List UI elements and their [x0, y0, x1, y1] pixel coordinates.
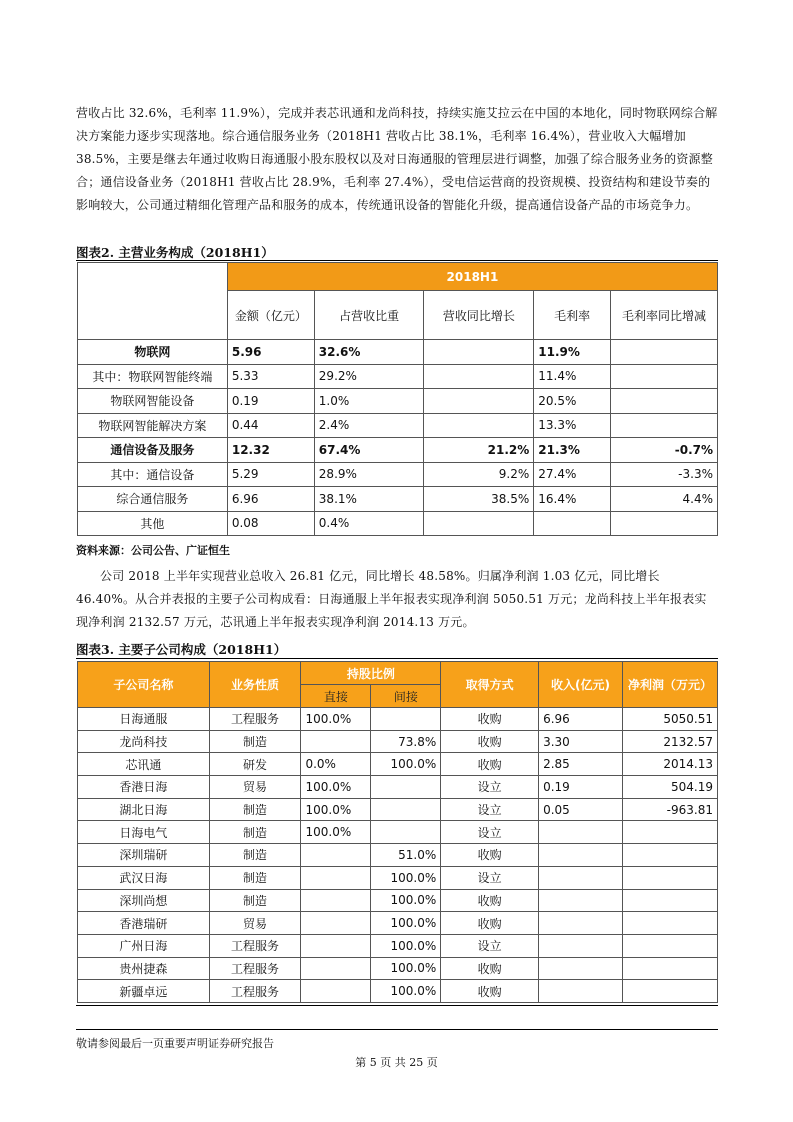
table-cell — [301, 866, 371, 889]
table-cell: 5.96 — [227, 340, 314, 365]
table-cell: 设立 — [441, 934, 539, 957]
col-header: 收入(亿元) — [539, 662, 623, 708]
table-cell — [539, 844, 623, 867]
table-cell — [301, 912, 371, 935]
table-cell: 16.4% — [534, 487, 611, 512]
table-cell: 制造 — [209, 730, 301, 753]
table-cell — [622, 957, 717, 980]
table-cell: 龙尚科技 — [78, 730, 210, 753]
table-cell: 设立 — [441, 821, 539, 844]
table-cell: 13.3% — [534, 413, 611, 438]
table-cell: 其中：通信设备 — [78, 462, 228, 487]
table-row — [78, 980, 718, 1003]
table-row — [78, 708, 718, 731]
table-cell: 收购 — [441, 912, 539, 935]
table-row — [78, 413, 718, 438]
period-header: 2018H1 — [227, 263, 717, 291]
table-cell — [534, 511, 611, 536]
table-cell — [611, 413, 718, 438]
table-cell: 收购 — [441, 753, 539, 776]
table-cell: 0.0% — [301, 753, 371, 776]
table-cell: 28.9% — [314, 462, 424, 487]
table-cell — [611, 389, 718, 414]
table-cell — [424, 340, 534, 365]
col-header: 取得方式 — [441, 662, 539, 708]
table-cell: 湖北日海 — [78, 798, 210, 821]
table-cell: -963.81 — [622, 798, 717, 821]
table-cell — [539, 957, 623, 980]
table-row — [78, 511, 718, 536]
table-cell: 0.19 — [539, 776, 623, 799]
table-cell: 深圳瑞研 — [78, 844, 210, 867]
table-cell: 其他 — [78, 511, 228, 536]
col-header: 业务性质 — [209, 662, 301, 708]
table-cell: 制造 — [209, 821, 301, 844]
table-cell: 广州日海 — [78, 934, 210, 957]
table-cell: 新疆卓远 — [78, 980, 210, 1003]
table-cell: 11.4% — [534, 364, 611, 389]
table-cell: 5.33 — [227, 364, 314, 389]
table-cell: 制造 — [209, 866, 301, 889]
table-cell: 设立 — [441, 776, 539, 799]
table-row — [78, 934, 718, 957]
table-cell: 物联网 — [78, 340, 228, 365]
col-header: 毛利率同比增减 — [611, 291, 718, 340]
table-cell: 27.4% — [534, 462, 611, 487]
table-cell: 3.30 — [539, 730, 623, 753]
table-cell: -0.7% — [611, 438, 718, 463]
table-cell: 深圳尚想 — [78, 889, 210, 912]
table-row — [78, 889, 718, 912]
figure2-caption: 图表2. 主营业务构成（2018H1） — [76, 245, 274, 260]
table-cell: 收购 — [441, 957, 539, 980]
table-cell: 收购 — [441, 980, 539, 1003]
table-cell — [301, 934, 371, 957]
table-cell — [301, 730, 371, 753]
figure3-caption: 图表3. 主要子公司构成（2018H1） — [76, 642, 287, 657]
table-row — [78, 798, 718, 821]
footer-divider — [76, 1029, 718, 1030]
table-cell — [371, 708, 441, 731]
intro-paragraph: 营收占比 32.6%，毛利率 11.9%），完成并表芯讯通和龙尚科技，持续实施艾拉云在中国的本地化，同时物联网综合解决方案能力逐步实现落地。综合通信服务业务（2018H1 营收占比 38.1%，毛利率 16.4%），营业收入大幅增加 38.5%，主要是继去年通过收购日海通服小股东股权以及对日海通服的管理层进行调整，加强了综合服务业务的资源整合；通信设备业务（2018H1 营收占比 28.9%，毛利率 27.4%），受电信运营商的投资规模、投资结构和建设节奏的影响较大，公司通过精细化管理产品和服务的成本，传统通讯设备的智能化升级，提高通信设备产品的市场竞争力。 — [76, 106, 718, 212]
table-cell — [622, 821, 717, 844]
table-cell: 贵州捷森 — [78, 957, 210, 980]
col-header: 营收同比增长 — [424, 291, 534, 340]
table-cell: 12.32 — [227, 438, 314, 463]
table-cell: 制造 — [209, 889, 301, 912]
table-row — [78, 487, 718, 512]
table-cell: 11.9% — [534, 340, 611, 365]
table-cell: 0.44 — [227, 413, 314, 438]
table-cell: 100.0% — [371, 934, 441, 957]
table-cell: 21.2% — [424, 438, 534, 463]
table-cell — [424, 511, 534, 536]
table-cell: 2.4% — [314, 413, 424, 438]
table-cell: 0.08 — [227, 511, 314, 536]
table-cell — [301, 980, 371, 1003]
table-cell: 100.0% — [371, 957, 441, 980]
table-cell — [301, 889, 371, 912]
table-row — [78, 776, 718, 799]
table-cell — [539, 934, 623, 957]
table-cell: 工程服务 — [209, 708, 301, 731]
table-cell: 设立 — [441, 798, 539, 821]
table-cell: 香港日海 — [78, 776, 210, 799]
table-cell: 0.19 — [227, 389, 314, 414]
table-row — [78, 821, 718, 844]
table-cell: 贸易 — [209, 776, 301, 799]
table-cell: 其中：物联网智能终端 — [78, 364, 228, 389]
table-row — [78, 340, 718, 365]
page-number: 第 5 页 共 25 页 — [355, 1056, 438, 1069]
table-row — [78, 753, 718, 776]
table-cell — [424, 413, 534, 438]
table-row — [78, 957, 718, 980]
table-cell — [622, 844, 717, 867]
table-cell: 21.3% — [534, 438, 611, 463]
table-cell — [539, 889, 623, 912]
source-note: 资料来源：公司公告、广证恒生 — [76, 544, 230, 557]
table-cell: 100.0% — [301, 776, 371, 799]
table-cell: 51.0% — [371, 844, 441, 867]
table-cell: 物联网智能设备 — [78, 389, 228, 414]
table-cell: 100.0% — [301, 821, 371, 844]
table-cell: 4.4% — [611, 487, 718, 512]
table-cell — [371, 821, 441, 844]
table-cell: 6.96 — [539, 708, 623, 731]
table-cell: -3.3% — [611, 462, 718, 487]
table-cell: 5.29 — [227, 462, 314, 487]
table-cell — [622, 866, 717, 889]
table-cell: 32.6% — [314, 340, 424, 365]
table-cell: 100.0% — [371, 753, 441, 776]
table-row — [78, 844, 718, 867]
col-header: 金额（亿元） — [227, 291, 314, 340]
table-row — [78, 730, 718, 753]
col-header: 占营收比重 — [314, 291, 424, 340]
col-header: 子公司名称 — [78, 662, 210, 708]
summary-paragraph: 公司 2018 上半年实现营业总收入 26.81 亿元，同比增长 48.58%。归属净利润 1.03 亿元，同比增长 46.40%。从合并表报的主要子公司构成看：日海通服上半年报表实现净利润 5050.51 万元；龙尚科技上半年报表实现净利润 2132.57 万元，芯讯通上半年报表实现净利润 2014.13 万元。 — [76, 569, 707, 629]
table-cell: 2.85 — [539, 753, 623, 776]
table-cell: 收购 — [441, 730, 539, 753]
table-cell: 收购 — [441, 889, 539, 912]
table-cell: 20.5% — [534, 389, 611, 414]
table-cell: 0.4% — [314, 511, 424, 536]
table-cell: 工程服务 — [209, 957, 301, 980]
table-row — [78, 912, 718, 935]
table-cell: 9.2% — [424, 462, 534, 487]
table-end-line — [76, 1005, 718, 1006]
table-cell — [539, 912, 623, 935]
col-header: 间接 — [371, 685, 441, 708]
table-cell — [539, 821, 623, 844]
table-row — [78, 364, 718, 389]
col-header: 持股比例 — [301, 662, 441, 685]
table-cell: 5050.51 — [622, 708, 717, 731]
table-cell: 100.0% — [371, 912, 441, 935]
table-cell: 29.2% — [314, 364, 424, 389]
caption-divider — [76, 658, 718, 659]
table-cell: 综合通信服务 — [78, 487, 228, 512]
table-row — [78, 462, 718, 487]
table-cell: 贸易 — [209, 912, 301, 935]
table-cell: 日海通服 — [78, 708, 210, 731]
table-cell: 日海电气 — [78, 821, 210, 844]
table-cell: 73.8% — [371, 730, 441, 753]
table-cell: 香港瑞研 — [78, 912, 210, 935]
table-cell: 100.0% — [371, 866, 441, 889]
table-cell: 6.96 — [227, 487, 314, 512]
table-cell — [371, 798, 441, 821]
table-cell: 武汉日海 — [78, 866, 210, 889]
col-header: 净利润（万元） — [622, 662, 717, 708]
table-cell: 收购 — [441, 708, 539, 731]
table-cell: 研发 — [209, 753, 301, 776]
table-cell: 设立 — [441, 866, 539, 889]
table-cell: 工程服务 — [209, 980, 301, 1003]
table-row — [78, 866, 718, 889]
table-cell: 1.0% — [314, 389, 424, 414]
table-cell: 100.0% — [301, 798, 371, 821]
table-cell — [622, 980, 717, 1003]
table-row — [78, 389, 718, 414]
table-cell: 芯讯通 — [78, 753, 210, 776]
table-cell: 0.05 — [539, 798, 623, 821]
table-cell: 工程服务 — [209, 934, 301, 957]
business-composition-table — [77, 262, 718, 536]
table-cell: 物联网智能解决方案 — [78, 413, 228, 438]
table-cell — [622, 889, 717, 912]
table-cell: 38.1% — [314, 487, 424, 512]
table-cell: 通信设备及服务 — [78, 438, 228, 463]
table-cell: 100.0% — [301, 708, 371, 731]
col-header: 直接 — [301, 685, 371, 708]
table-cell — [622, 912, 717, 935]
table-row — [78, 438, 718, 463]
table-cell: 2132.57 — [622, 730, 717, 753]
table-cell — [539, 980, 623, 1003]
table-cell: 38.5% — [424, 487, 534, 512]
table-cell — [611, 340, 718, 365]
table-cell: 504.19 — [622, 776, 717, 799]
table-cell — [611, 364, 718, 389]
table-cell — [424, 364, 534, 389]
table-cell: 收购 — [441, 844, 539, 867]
table-cell — [539, 866, 623, 889]
table-cell — [424, 389, 534, 414]
footer-disclaimer: 敬请参阅最后一页重要声明证券研究报告 — [76, 1037, 274, 1050]
table-cell: 100.0% — [371, 980, 441, 1003]
subsidiary-table — [77, 661, 718, 1003]
table-cell: 制造 — [209, 844, 301, 867]
table-cell — [611, 511, 718, 536]
table-cell — [301, 957, 371, 980]
table-cell — [301, 844, 371, 867]
table-cell: 100.0% — [371, 889, 441, 912]
table-cell — [622, 934, 717, 957]
col-header: 毛利率 — [534, 291, 611, 340]
table-cell: 2014.13 — [622, 753, 717, 776]
table-cell: 67.4% — [314, 438, 424, 463]
table-cell — [371, 776, 441, 799]
table-cell: 制造 — [209, 798, 301, 821]
caption-divider — [76, 260, 718, 261]
